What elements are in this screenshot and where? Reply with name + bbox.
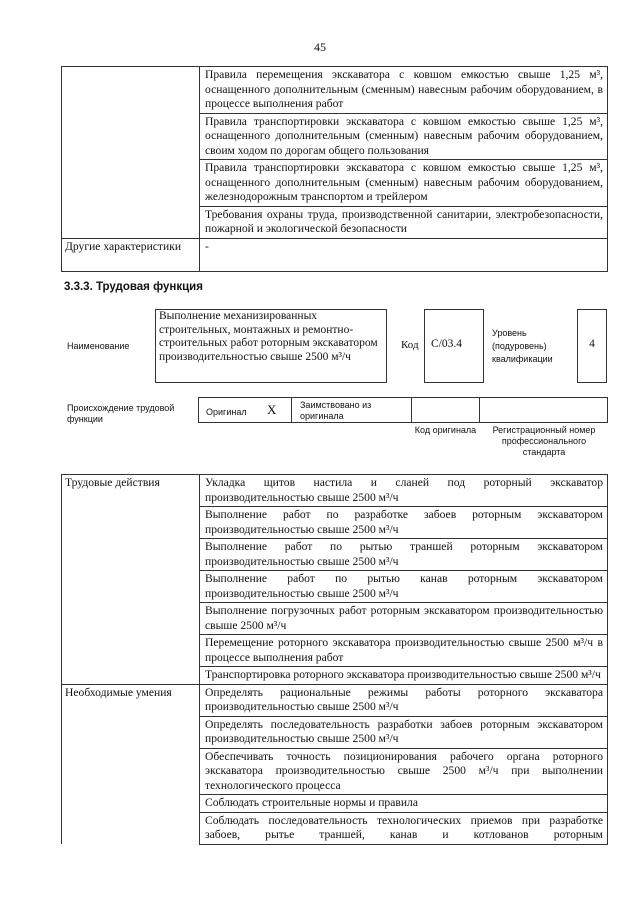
action-item: Выполнение погрузочных работ роторным экскаватором производительностью свыше 2500 м³/ч — [200, 603, 608, 635]
skill-item: Обеспечивать точность позиционирования рабочего органа роторного экскаватора производительностью свыше 2500 м³/ч при выполнении технологического процесса — [200, 748, 608, 795]
action-item: Выполнение работ по рытью траншей роторным экскаватором производительностью свыше 2500 м³/ч — [200, 539, 608, 571]
skill-item: Определять рациональные режимы работы роторного экскаватора производительностью свыше 2500 м³/ч — [200, 684, 608, 716]
row-text: Правила транспортировки экскаватора с ковшом емкостью свыше 1,25 м³, оснащенного дополнительным (сменным) навесным рабочим оборудованием, железнодорожным транспортом и трейлером — [200, 160, 608, 207]
row-label — [62, 160, 200, 207]
action-item: Выполнение работ по разработке забоев роторным экскаватором производительностью свыше 2500 м³/ч — [200, 507, 608, 539]
page-number: 45 — [314, 40, 326, 54]
divider — [291, 398, 292, 422]
original-mark: X — [267, 402, 277, 417]
skill-item: Соблюдать строительные нормы и правила — [200, 795, 608, 813]
table-row — [62, 67, 608, 114]
divider — [411, 398, 412, 422]
action-item: Транспортировка роторного экскаватора производительностью свыше 2500 м³/ч — [200, 667, 608, 685]
actions-label: Трудовые действия — [62, 475, 200, 685]
table-row — [62, 160, 608, 207]
function-code-box: С/03.4 — [424, 309, 484, 383]
table-row — [62, 475, 608, 507]
table-row — [62, 238, 608, 271]
level-label: Уровень (подуровень) квалификации — [492, 328, 553, 364]
knowledge-table — [61, 66, 608, 272]
row-label-other: Другие характеристики — [62, 238, 200, 271]
code-label: Код — [401, 339, 419, 351]
reg-caption: Регистрационный номер профессионального стандарта — [492, 425, 596, 457]
table-row — [62, 206, 608, 238]
section-title: 3.3.3. Трудовая функция — [64, 281, 203, 293]
skill-item: Соблюдать последовательность технологических приемов при разработке забоев, рытье траншей, канав и котлованов роторным — [200, 812, 608, 844]
table-row — [62, 684, 608, 716]
function-table — [61, 474, 608, 845]
skills-label: Необходимые умения — [62, 684, 200, 844]
level-box: 4 — [577, 309, 607, 383]
row-label — [62, 67, 200, 114]
row-text: Правила транспортировки экскаватора с ковшом емкостью свыше 1,25 м³, оснащенного дополнительным (сменным) навесным рабочим оборудованием, своим ходом по дорогам общего пользования — [200, 113, 608, 160]
row-text: Требования охраны труда, производственной санитарии, электробезопасности, пожарной и экологической безопасности — [200, 206, 608, 238]
name-label: Наименование — [67, 341, 130, 351]
original-label: Оригинал — [206, 407, 247, 417]
row-text: Правила перемещения экскаватора с ковшом емкостью свыше 1,25 м³, оснащенного дополнительным (сменным) навесным рабочим оборудованием, в процессе выполнения работ — [200, 67, 608, 114]
origin-box — [198, 397, 608, 423]
row-text: - — [200, 238, 608, 271]
action-item: Выполнение работ по рытью канав роторным экскаватором производительностью свыше 2500 м³/ч — [200, 571, 608, 603]
table-row — [62, 113, 608, 160]
row-label — [62, 206, 200, 238]
row-label — [62, 113, 200, 160]
skill-item: Определять последовательность разработки забоев роторным экскаватором производительностью свыше 2500 м³/ч — [200, 716, 608, 748]
action-item: Укладка щитов настила и сланей под роторный экскаватор производительностью свыше 2500 м³/ч — [200, 475, 608, 507]
action-item: Перемещение роторного экскаватора производительностью свыше 2500 м³/ч в процессе выполнения работ — [200, 635, 608, 667]
function-name-box: Выполнение механизированных строительных, монтажных и ремонтно-строительных работ роторным экскаватором производительностью свыше 2500 м³/ч — [155, 309, 387, 383]
borrowed-label: Заимствовано из оригинала — [300, 400, 372, 421]
code-caption: Код оригинала — [414, 425, 477, 435]
origin-label: Происхождение трудовой функции — [67, 403, 175, 424]
divider — [479, 398, 480, 422]
